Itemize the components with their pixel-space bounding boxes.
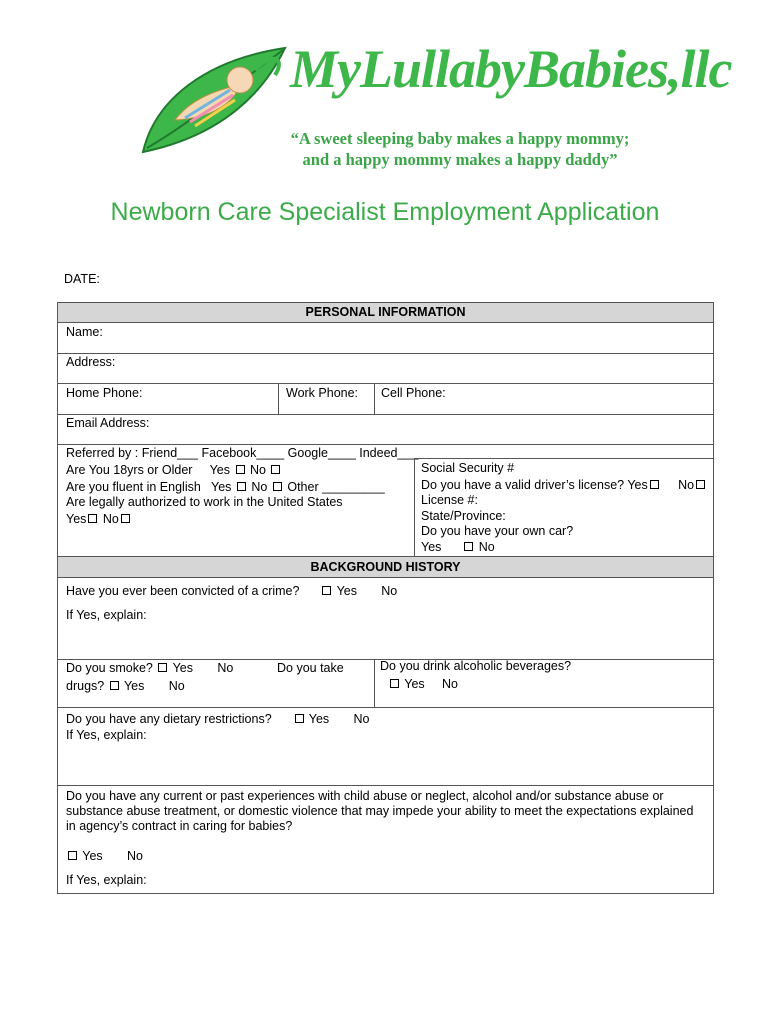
car-options: Yes No [421, 540, 495, 554]
abuse-options: Yes No [66, 849, 143, 864]
english-question: Are you fluent in English Yes No Other _________ [66, 480, 385, 494]
cell-phone-field[interactable]: Cell Phone: [381, 386, 446, 400]
diet-explain-field[interactable]: If Yes, explain: [66, 728, 147, 742]
license-no-checkbox[interactable] [696, 480, 705, 489]
background-history-header: BACKGROUND HISTORY [58, 556, 713, 578]
age-question: Are You 18yrs or Older Yes No [66, 463, 282, 478]
english-yes-checkbox[interactable] [237, 482, 246, 491]
email-field[interactable]: Email Address: [66, 416, 150, 430]
english-no-checkbox[interactable] [273, 482, 282, 491]
authorized-no-checkbox[interactable] [121, 514, 130, 523]
state-field[interactable]: State/Province: [421, 509, 506, 523]
date-field[interactable]: DATE: [64, 272, 100, 286]
application-form [57, 302, 714, 894]
home-phone-field[interactable]: Home Phone: [66, 386, 143, 400]
age-yes-checkbox[interactable] [236, 465, 245, 474]
referred-by-field[interactable]: Referred by : Friend___ Facebook____ Google____ Indeed___ [66, 446, 419, 460]
license-number-field[interactable]: License #: [421, 493, 478, 507]
smoke-question: Do you smoke? Yes No [66, 661, 234, 675]
smoke-yes-checkbox[interactable] [158, 663, 167, 672]
license-question: Do you have a valid driver’s license? Yes No [421, 478, 707, 493]
name-field[interactable]: Name: [66, 325, 103, 339]
abuse-explain-field[interactable]: If Yes, explain: [66, 873, 147, 887]
age-no-checkbox[interactable] [271, 465, 280, 474]
drugs-yes-checkbox[interactable] [110, 681, 119, 690]
abuse-yes-checkbox[interactable] [68, 851, 77, 860]
authorized-options: Yes No [66, 512, 132, 527]
crime-yes-checkbox[interactable] [322, 586, 331, 595]
alcohol-options: Yes No [388, 677, 458, 692]
car-question: Do you have your own car? [421, 524, 574, 538]
diet-question: Do you have any dietary restrictions? Yes No [66, 712, 370, 726]
tagline [270, 128, 650, 170]
drugs-question-part1: Do you take [277, 661, 344, 675]
work-phone-field[interactable]: Work Phone: [286, 386, 359, 400]
crime-question: Have you ever been convicted of a crime? Yes No [66, 584, 398, 598]
diet-yes-checkbox[interactable] [295, 714, 304, 723]
authorized-yes-checkbox[interactable] [88, 514, 97, 523]
abuse-question: Do you have any current or past experiences with child abuse or neglect, alcohol and/or substance abuse or substance abuse treatment, or domestic violence that may impede your ability to meet the expectations explained in agency’s contract in caring for babies? [66, 789, 694, 833]
license-yes-checkbox[interactable] [650, 480, 659, 489]
authorized-question: Are legally authorized to work in the United States [66, 495, 343, 509]
ssn-field[interactable]: Social Security # [421, 461, 515, 475]
drugs-question: drugs? Yes No [66, 679, 185, 693]
address-field[interactable]: Address: [66, 355, 116, 369]
page-title: Newborn Care Specialist Employment Application [110, 198, 660, 226]
crime-explain-field[interactable]: If Yes, explain: [66, 608, 147, 622]
car-no-checkbox[interactable] [464, 542, 473, 551]
personal-info-header: PERSONAL INFORMATION [58, 303, 713, 323]
brand-name: MyLullabyBabies,llc [290, 39, 732, 99]
tagline-line-2: and a happy mommy makes a happy daddy” [302, 150, 618, 169]
alcohol-yes-checkbox[interactable] [390, 679, 399, 688]
tagline-line-1: “A sweet sleeping baby makes a happy mommy; [290, 129, 630, 148]
alcohol-question: Do you drink alcoholic beverages? [380, 659, 572, 673]
